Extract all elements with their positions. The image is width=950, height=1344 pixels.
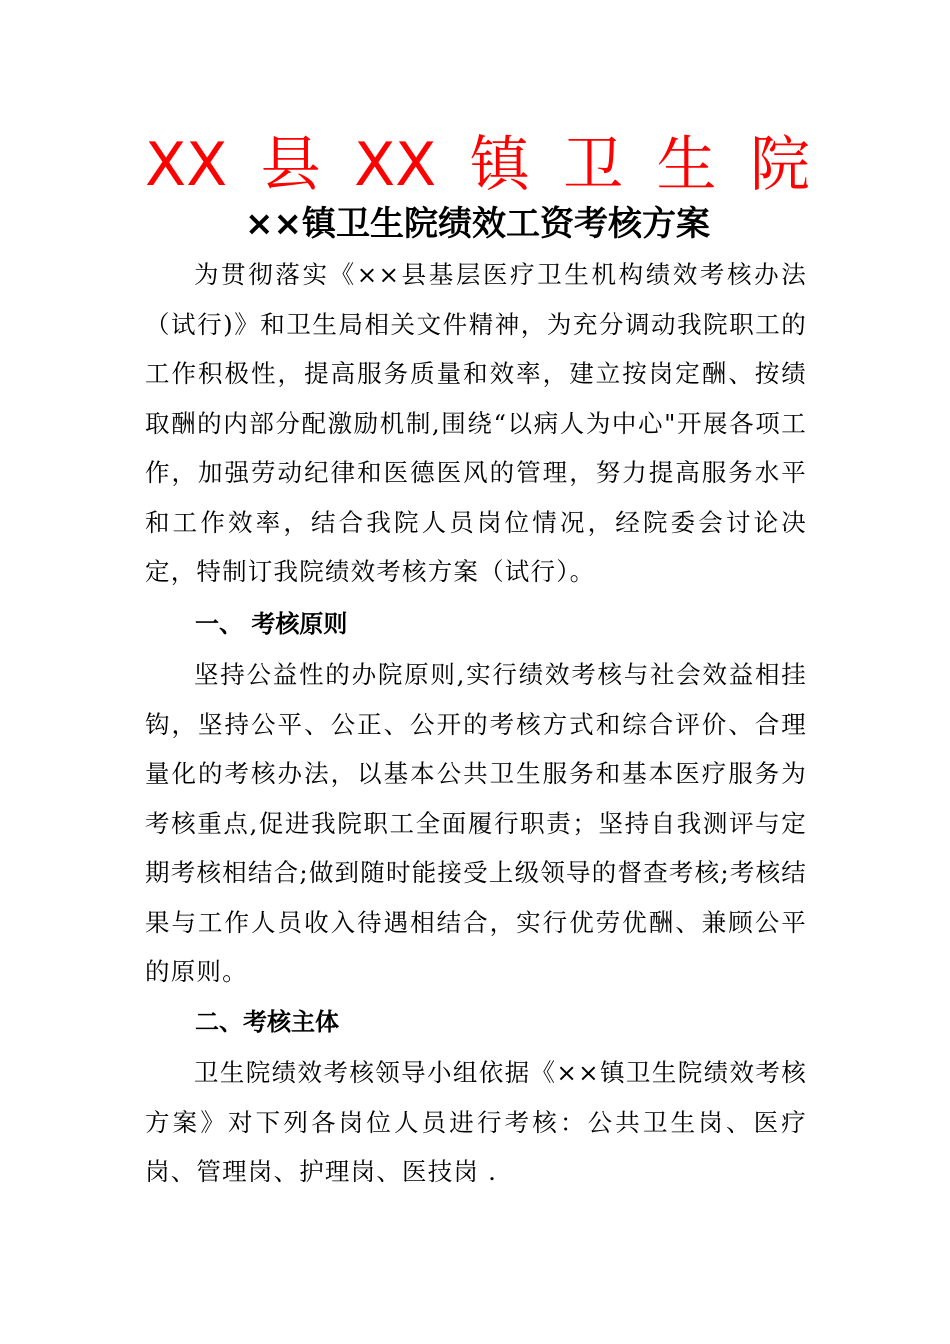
header-char: 镇 bbox=[469, 130, 530, 200]
header-char: 卫 bbox=[563, 130, 624, 200]
hospital-header bbox=[145, 125, 810, 205]
header-char: 院 bbox=[749, 130, 810, 200]
header-char: 生 bbox=[656, 130, 717, 200]
section-heading-principles: 一、 考核原则 bbox=[195, 610, 348, 638]
header-char: XX bbox=[145, 130, 228, 200]
section-paragraph-subject: 卫生院绩效考核领导小组依据《××镇卫生院绩效考核方案》对下列各岗位人员进行考核：公共卫生岗、医疗岗、管理岗、护理岗、医技岗 . bbox=[145, 1058, 807, 1186]
intro-paragraph: 为贯彻落实《××县基层医疗卫生机构绩效考核办法（试行)》和卫生局相关文件精神，为充分调动我院职工的工作积极性，提高服务质量和效率，建立按岗定酬、按绩取酬的内部分配激励机制,围绕“以病人为中心"开展各项工作，加强劳动纪律和医德医风的管理，努力提高服务水平和工作效率，结合我院人员岗位情况，经院委会讨论决定，特制订我院绩效考核方案（试行）。 bbox=[145, 260, 807, 586]
header-char: XX bbox=[354, 130, 437, 200]
section-heading-subject: 二、考核主体 bbox=[195, 1008, 339, 1036]
section-paragraph-principles: 坚持公益性的办院原则,实行绩效考核与社会效益相挂钩，坚持公平、公正、公开的考核方式和综合评价、合理量化的考核办法，以基本公共卫生服务和基本医疗服务为考核重点,促进我院职工全面履行职责；坚持自我测评与定期考核相结合;做到随时能接受上级领导的督查考核;考核结果与工作人员收入待遇相结合，实行优劳优酬、兼顾公平的原则。 bbox=[145, 660, 807, 986]
document-title: ××镇卫生院绩效工资考核方案 bbox=[245, 204, 710, 244]
header-char: 县 bbox=[260, 130, 321, 200]
